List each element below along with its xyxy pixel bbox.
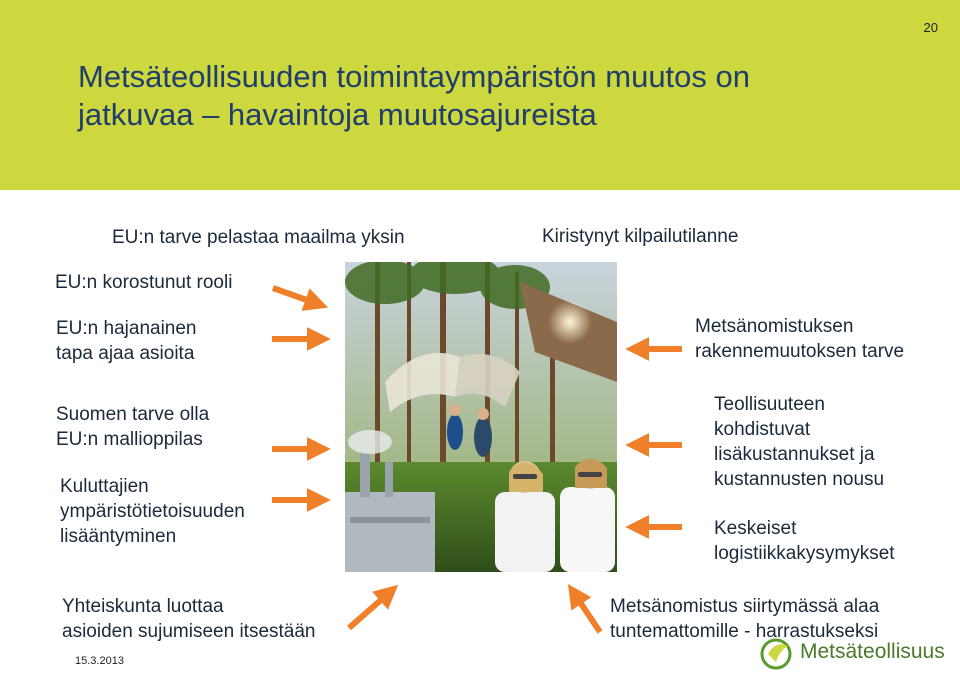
forest-collage-image bbox=[345, 262, 617, 572]
company-logo bbox=[760, 636, 950, 670]
arrow-icon bbox=[273, 288, 318, 304]
footer-date: 15.3.2013 bbox=[75, 655, 124, 667]
title-line-2: jatkuvaa – havaintoja muutosajureista bbox=[78, 97, 597, 132]
driver-eu-save-world: EU:n tarve pelastaa maailma yksin bbox=[112, 227, 405, 248]
driver-society: Yhteiskunta luottaa asioiden sujumiseen itsestään bbox=[62, 596, 316, 642]
driver-industry-costs: Teollisuuteen kohdistuvat lisäkustannukset ja kustannusten nousu bbox=[714, 394, 885, 490]
driver-competition: Kiristynyt kilpailutilanne bbox=[542, 226, 739, 247]
logo-text: Metsäteollisuus bbox=[800, 640, 945, 663]
driver-finland-model: Suomen tarve olla EU:n mallioppilas bbox=[56, 404, 210, 450]
driver-ownership-shift: Metsänomistus siirtymässä alaa tuntemattomille - harrastukseksi bbox=[610, 596, 880, 642]
arrow-icon bbox=[349, 592, 390, 628]
driver-eu-fragmented: EU:n hajanainen tapa ajaa asioita bbox=[56, 318, 197, 364]
title-line-1: Metsäteollisuuden toimintaympäristön muutos on bbox=[78, 59, 751, 94]
driver-consumers: Kuluttajien ympäristötietoisuuden lisääntyminen bbox=[60, 476, 245, 547]
driver-eu-role: EU:n korostunut rooli bbox=[55, 272, 233, 293]
company-logo-icon bbox=[760, 636, 796, 670]
driver-logistics: Keskeiset logistiikkakysymykset bbox=[714, 518, 895, 564]
arrow-icon bbox=[574, 593, 600, 632]
driver-forest-ownership: Metsänomistuksen rakennemuutoksen tarve bbox=[695, 316, 905, 362]
page-number: 20 bbox=[923, 20, 938, 35]
